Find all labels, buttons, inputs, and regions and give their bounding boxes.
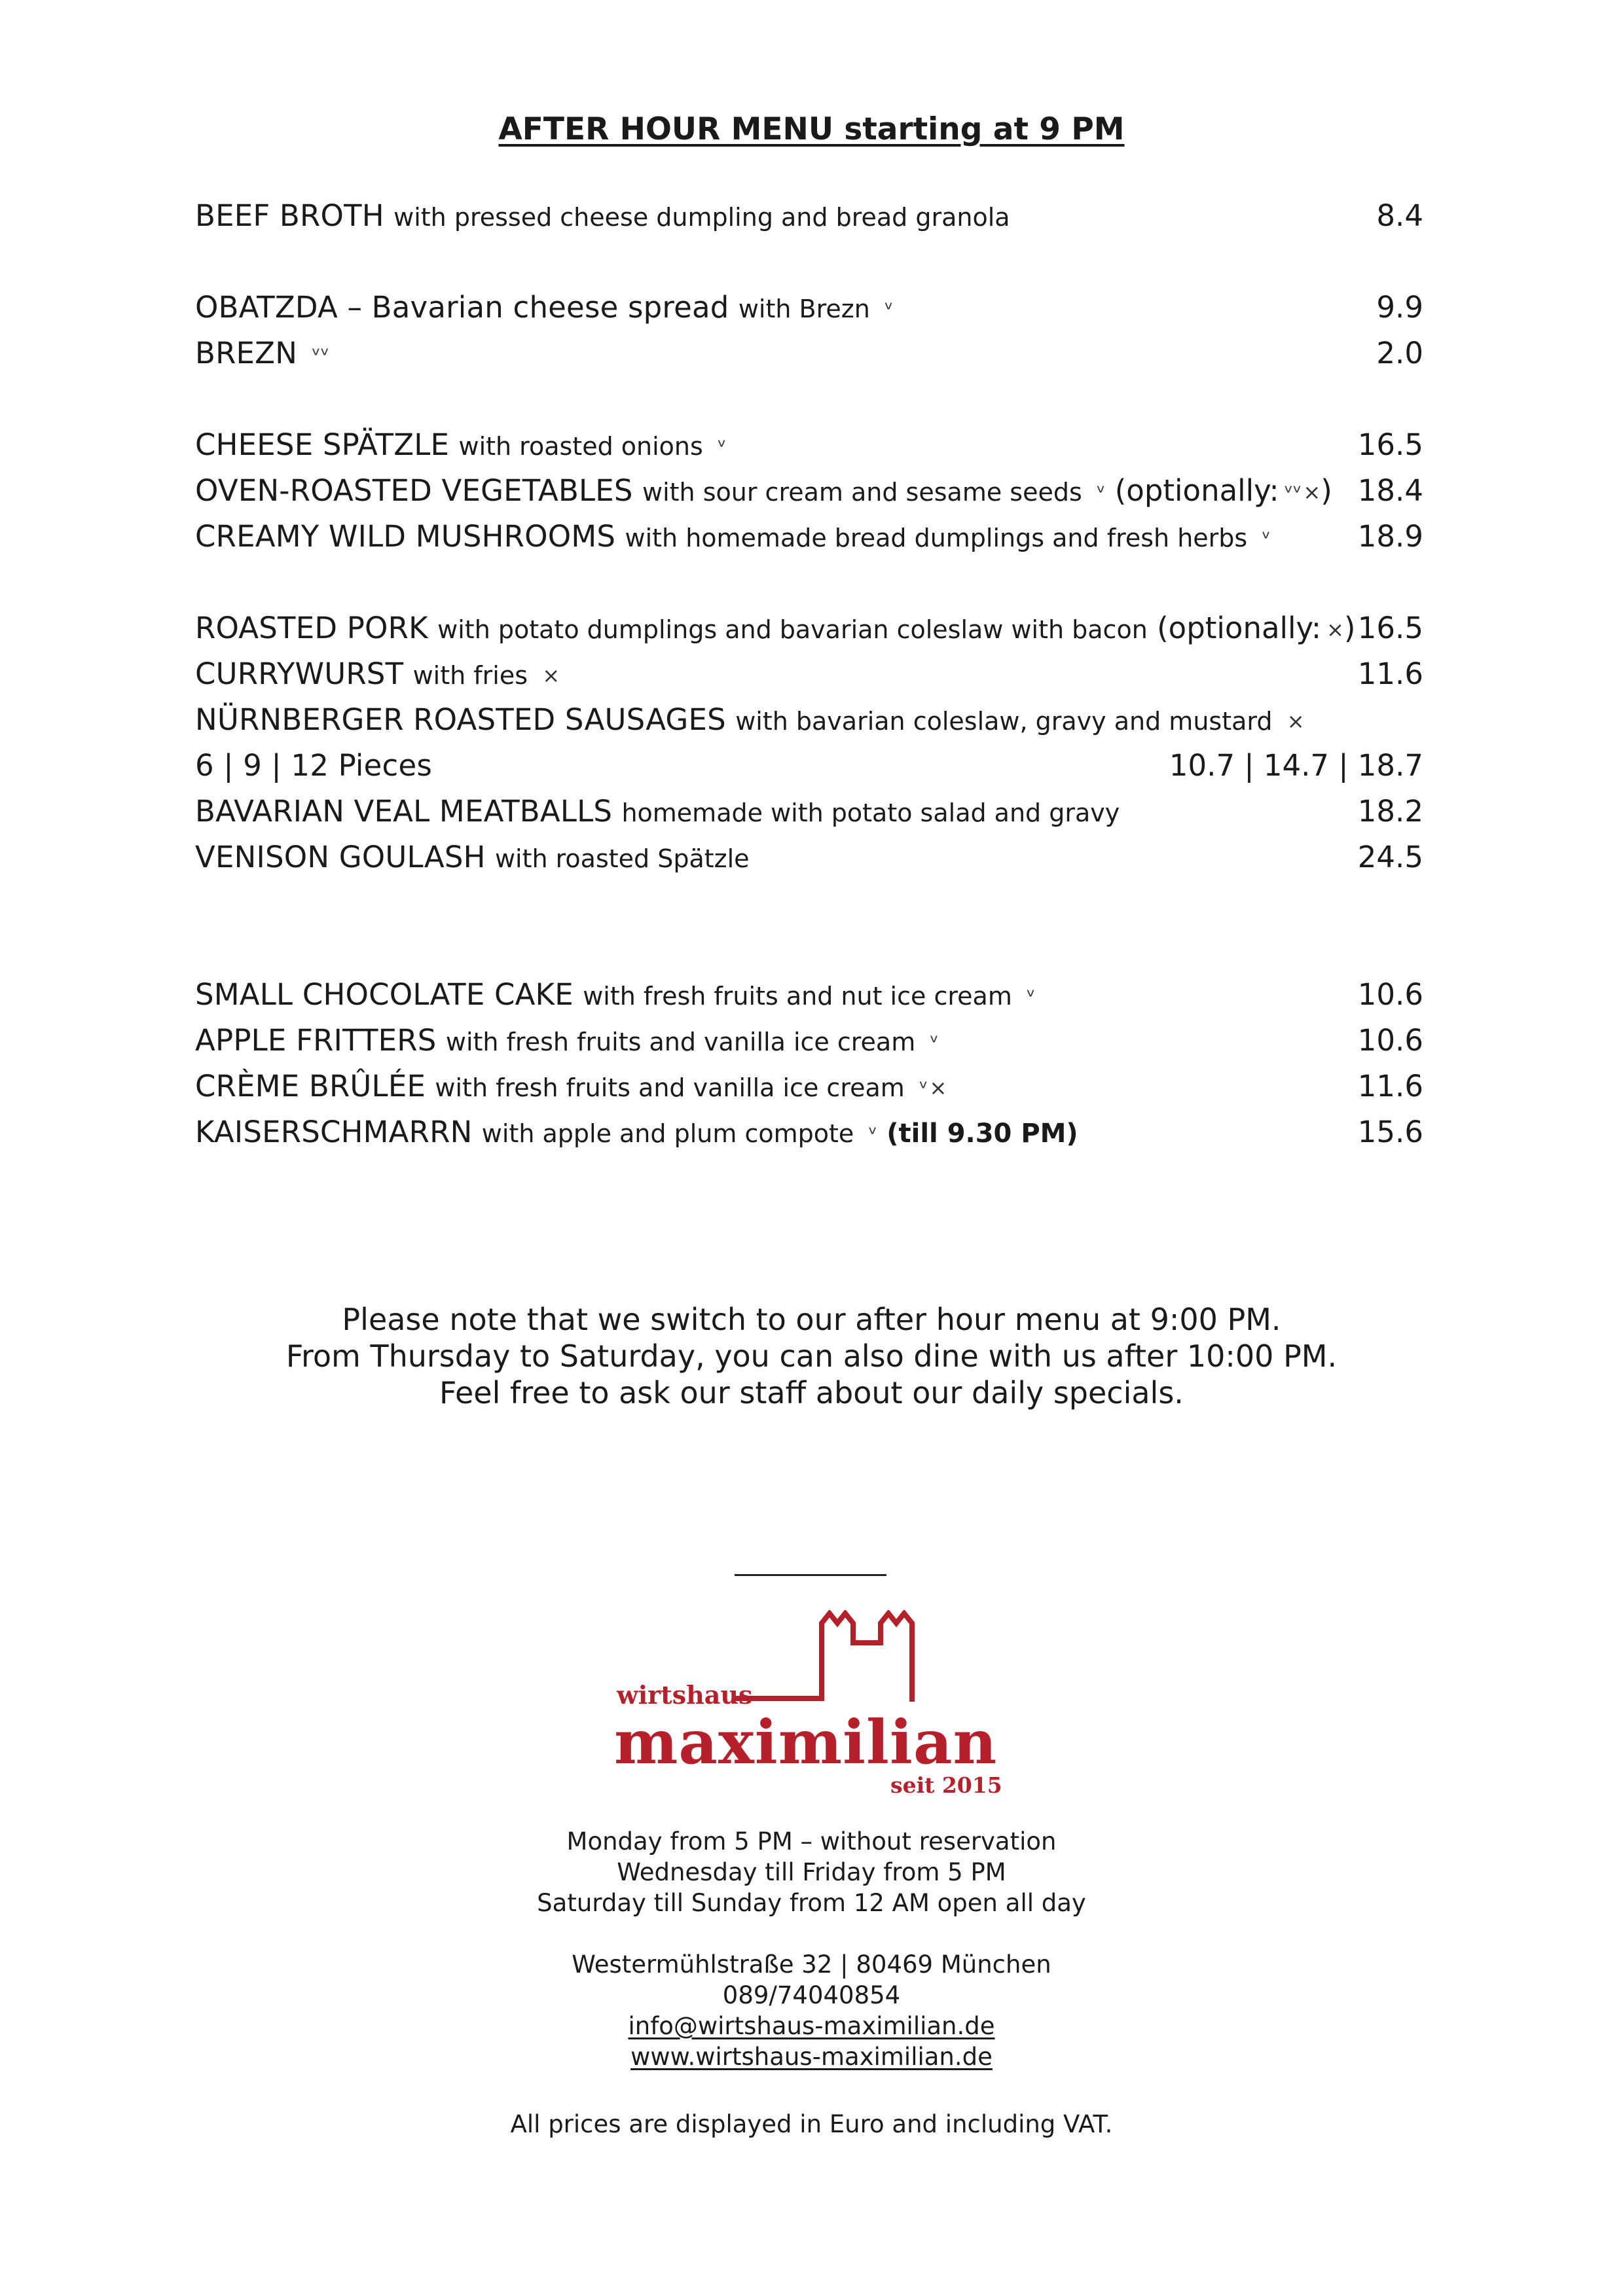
menu-item-roasted-pork — [195, 605, 1423, 651]
item-name: BAVARIAN VEAL MEATBALLS — [195, 794, 613, 829]
item-time-note: (till 9.30 PM) — [886, 1119, 1078, 1149]
item-option-close: ) — [1321, 473, 1332, 508]
item-description: with roasted Spätzle — [494, 844, 750, 873]
item-name: OVEN-ROASTED VEGETABLES — [195, 473, 633, 508]
item-option-open: (optionally: — [1114, 473, 1279, 508]
notice-line: From Thursday to Saturday, you can also dine with us after 10:00 PM. — [285, 1338, 1338, 1374]
item-name: KAISERSCHMARRN — [195, 1115, 473, 1149]
vegan-icon: ᵛᵛ — [1284, 480, 1302, 505]
item-price: 16.5 — [1357, 427, 1423, 462]
item-price: 18.9 — [1357, 519, 1423, 554]
item-description: homemade with potato salad and gravy — [621, 798, 1120, 827]
pork-icon: ⨯ — [1286, 709, 1305, 734]
address: Westermühlstraße 32 | 80469 München — [572, 1950, 1051, 1979]
menu-item-oven-vegetables — [195, 468, 1423, 514]
restaurant-logo — [609, 1610, 1015, 1806]
menu-item-beef-broth — [195, 193, 1423, 239]
vegetarian-icon: ᵛ — [868, 1121, 877, 1146]
item-description: with fries — [412, 661, 528, 690]
logo-wirtshaus: wirtshaus — [617, 1680, 753, 1710]
item-name: BEEF BROTH — [195, 198, 384, 233]
item-name: SMALL CHOCOLATE CAKE — [195, 977, 574, 1012]
item-description: with fresh fruits and nut ice cream — [583, 982, 1012, 1011]
vegetarian-icon: ᵛ — [1027, 984, 1036, 1009]
vegetarian-icon: ᵛ — [930, 1030, 939, 1054]
footer-text: All prices are displayed in Euro and including VAT. — [510, 2110, 1113, 2138]
menu-item-nuernberger — [195, 697, 1423, 743]
menu-item-veal-meatballs — [195, 789, 1423, 834]
pork-icon: ⨯ — [542, 663, 560, 688]
menu-item-brezn — [195, 331, 1423, 376]
item-name: CURRYWURST — [195, 656, 404, 691]
item-description: with apple and plum compote — [481, 1119, 854, 1148]
phone: 089/74040854 — [722, 1981, 901, 2009]
menu-item-obatzda — [195, 285, 1423, 331]
item-price: 11.6 — [1357, 656, 1423, 691]
item-description: with Brezn — [738, 295, 870, 323]
vegetarian-icon: ᵛ — [1262, 526, 1271, 550]
item-price: 18.4 — [1357, 473, 1423, 508]
website-link[interactable]: www.wirtshaus-maximilian.de — [630, 2043, 993, 2071]
item-name: CREAMY WILD MUSHROOMS — [195, 519, 616, 554]
divider — [735, 1574, 886, 1576]
menu-item-venison-goulash — [195, 834, 1423, 880]
item-name: APPLE FRITTERS — [195, 1023, 437, 1058]
item-price: 10.6 — [1357, 1023, 1423, 1058]
item-description: with roasted onions — [458, 432, 703, 461]
notice-line: Please note that we switch to our after hour menu at 9:00 PM. — [342, 1302, 1281, 1337]
item-price: 11.6 — [1357, 1069, 1423, 1103]
item-option-close: ) — [1343, 611, 1356, 645]
item-price: 10.7 | 14.7 | 18.7 — [1169, 748, 1423, 783]
item-description: with bavarian coleslaw, gravy and mustard — [735, 707, 1273, 736]
item-description: with pressed cheese dumpling and bread granola — [393, 203, 1010, 232]
vegetarian-icon: ᵛ — [919, 1075, 928, 1100]
pork-icon: ⨯ — [1326, 617, 1344, 642]
item-name: CRÈME BRÛLÉE — [195, 1069, 426, 1103]
item-description: with sour cream and sesame seeds — [642, 478, 1082, 507]
pork-icon: ⨯ — [1303, 480, 1321, 505]
item-price: 10.6 — [1357, 977, 1423, 1012]
item-pieces: 6 | 9 | 12 Pieces — [195, 748, 432, 783]
menu-item-creme-brulee — [195, 1064, 1423, 1109]
hours-line: Monday from 5 PM – without reservation — [566, 1827, 1057, 1856]
menu-item-currywurst — [195, 651, 1423, 697]
logo-maximilian: maximilian — [614, 1707, 998, 1778]
menu-item-apple-fritters — [195, 1018, 1423, 1064]
vegan-icon: ᵛᵛ — [312, 342, 330, 367]
menu-title: AFTER HOUR MENU starting at 9 PM — [498, 111, 1125, 147]
item-option-open: (optionally: — [1157, 611, 1322, 645]
vegetarian-icon: ᵛ — [1097, 480, 1106, 505]
menu-item-wild-mushrooms — [195, 514, 1423, 560]
item-price: 15.6 — [1357, 1115, 1423, 1149]
item-name: CHEESE SPÄTZLE — [195, 427, 450, 462]
menu-item-chocolate-cake — [195, 972, 1423, 1018]
item-name: VENISON GOULASH — [195, 840, 486, 874]
notice-line: Feel free to ask our staff about our daily specials. — [439, 1375, 1184, 1410]
item-price: 9.9 — [1376, 290, 1423, 325]
menu-item-nuernberger-pieces — [195, 743, 1423, 789]
pork-icon: ⨯ — [929, 1075, 947, 1100]
opening-hours — [0, 1826, 1623, 1918]
item-description: with fresh fruits and vanilla ice cream — [445, 1028, 916, 1056]
item-name: OBATZDA – Bavarian cheese spread — [195, 290, 729, 325]
hours-line: Wednesday till Friday from 5 PM — [617, 1858, 1006, 1886]
item-name: BREZN — [195, 336, 298, 370]
item-name: ROASTED PORK — [195, 611, 428, 645]
item-price: 2.0 — [1376, 336, 1423, 370]
menu-item-kaiserschmarrn — [195, 1109, 1423, 1155]
contact-info — [0, 1949, 1623, 2072]
item-name: NÜRNBERGER ROASTED SAUSAGES — [195, 702, 726, 737]
price-footer — [0, 2109, 1623, 2140]
logo-since: seit 2015 — [890, 1772, 1002, 1798]
item-price: 18.2 — [1357, 794, 1423, 829]
item-description: with fresh fruits and vanilla ice cream — [435, 1073, 905, 1102]
vegetarian-icon: ᵛ — [718, 434, 727, 459]
menu-notice — [0, 1301, 1623, 1411]
menu-item-cheese-spaetzle — [195, 422, 1423, 468]
item-price: 16.5 — [1357, 611, 1423, 645]
item-price: 24.5 — [1357, 840, 1423, 874]
item-description: with homemade bread dumplings and fresh herbs — [625, 524, 1248, 552]
hours-line: Saturday till Sunday from 12 AM open all day — [537, 1889, 1086, 1917]
item-price: 8.4 — [1376, 198, 1423, 233]
vegetarian-icon: ᵛ — [884, 296, 894, 321]
item-description: with potato dumplings and bavarian coleslaw with bacon — [437, 615, 1148, 644]
email-link[interactable]: info@wirtshaus-maximilian.de — [628, 2012, 995, 2040]
